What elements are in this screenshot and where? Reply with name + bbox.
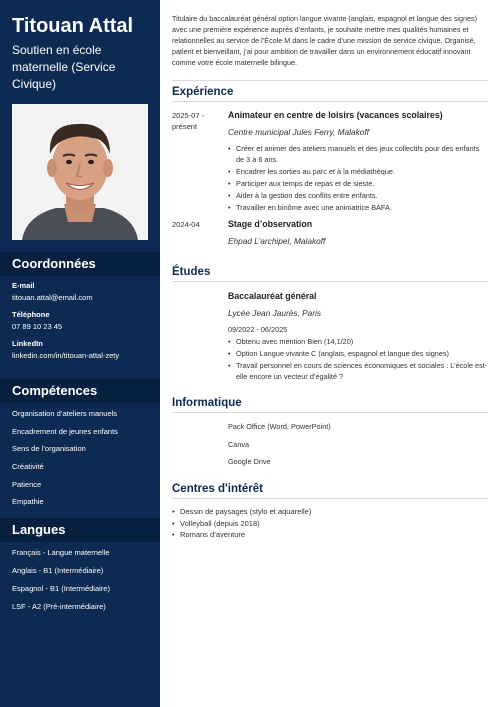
candidate-name: Titouan Attal bbox=[12, 15, 134, 37]
list-item: • Travail personnel en cours de sciences économiques et sociales : L’école est-elle encore un vecteur d’égalité ? bbox=[228, 360, 488, 382]
education-heading: Études bbox=[172, 266, 488, 282]
list-item: • Participer aux temps de repas et de sieste. bbox=[228, 178, 488, 189]
skills-heading: Compétences bbox=[0, 379, 160, 403]
interests-heading: Centres d'intérêt bbox=[172, 483, 488, 499]
divider bbox=[172, 80, 488, 81]
language-item: Anglais - B1 (Intermédiaire) bbox=[12, 566, 104, 575]
profile-photo bbox=[12, 104, 148, 240]
computing-item: Canva bbox=[228, 440, 250, 449]
job-employer: Ehpad L’archipel, Malakoff bbox=[228, 236, 326, 246]
skill-item: Patience bbox=[12, 480, 42, 489]
list-item: • Encadrer les sorties au parc et à la médiathèque. bbox=[228, 166, 488, 177]
degree-title: Baccalauréat général bbox=[228, 291, 317, 301]
skill-item: Créativité bbox=[12, 462, 44, 471]
email-label: E-mail bbox=[12, 281, 35, 290]
computing-item: Google Drive bbox=[228, 457, 271, 466]
email-value[interactable]: titouan.attal@email.com bbox=[12, 293, 93, 302]
list-item: • Dessin de paysages (stylo et aquarelle) bbox=[172, 506, 472, 518]
computing-heading: Informatique bbox=[172, 397, 488, 413]
job-date: 2025-07 - présent bbox=[172, 111, 205, 131]
candidate-title: Soutien en école maternelle (Service Civique) bbox=[12, 43, 116, 91]
skill-item: Empathie bbox=[12, 497, 44, 506]
contact-heading: Coordonnées bbox=[0, 252, 160, 276]
job-employer: Centre municipal Jules Ferry, Malakoff bbox=[228, 127, 369, 137]
interests-list bbox=[172, 506, 472, 541]
sidebar bbox=[0, 0, 160, 707]
experience-heading: Expérience bbox=[172, 86, 488, 102]
list-item: • Aider à la gestion des conflits entre enfants. bbox=[228, 190, 488, 201]
main-content bbox=[160, 0, 500, 707]
portrait-image bbox=[12, 104, 148, 240]
list-item: • Obtenu avec mention Bien (14,1/20) bbox=[228, 336, 488, 347]
list-item: • Option Langue vivante C (anglais, espagnol et langue des signes) bbox=[228, 348, 488, 359]
linkedin-value[interactable]: linkedin.com/in/titouan-attal-zety bbox=[12, 351, 120, 360]
education-bullets bbox=[228, 336, 488, 383]
skill-item: Sens de l’organisation bbox=[12, 444, 86, 453]
linkedin-label: LinkedIn bbox=[12, 339, 43, 348]
phone-value[interactable]: 07 89 10 23 45 bbox=[12, 322, 63, 331]
list-item: • Travailler en binôme avec une animatrice BAFA. bbox=[228, 202, 488, 213]
phone-label: Téléphone bbox=[12, 310, 50, 319]
list-item: • Volleyball (depuis 2018) bbox=[172, 518, 472, 530]
job-title: Animateur en centre de loisirs (vacances scolaires) bbox=[228, 110, 443, 120]
school-name: Lycée Jean Jaurès, Paris bbox=[228, 308, 322, 318]
job-date: 2024-04 bbox=[172, 220, 200, 229]
languages-heading: Langues bbox=[0, 518, 160, 542]
language-item: LSF - A2 (Pré-intermédiaire) bbox=[12, 602, 106, 611]
skill-item: Organisation d’ateliers manuels bbox=[12, 409, 118, 418]
job-bullets bbox=[228, 143, 488, 214]
profile-summary: Titulaire du baccalauréat général option langue vivante (anglais, espagnol et langue des signes) avec une première expérience auprès d’enfants, je souhaite mettre mes qualités humaines et relationnelles au service de l’École M dans le cadre d’une mission de service civique. Organisé, patient et bienveillant, j’ai pour ambition de travailler dans un environnement éducatif innovant comme votre école maternelle bilingue. bbox=[172, 14, 478, 67]
list-item: • Créer et animer des ateliers manuels et des jeux collectifs pour des enfants de 3 à 6 ans. bbox=[228, 143, 488, 165]
job-title: Stage d’observation bbox=[228, 219, 313, 229]
education-dates: 09/2022 - 06/2025 bbox=[228, 325, 288, 334]
skill-item: Encadrement de jeunes enfants bbox=[12, 427, 118, 436]
language-item: Espagnol - B1 (Intermédiaire) bbox=[12, 584, 110, 593]
computing-item: Pack Office (Word, PowerPoint) bbox=[228, 422, 331, 431]
list-item: • Romans d’aventure bbox=[172, 529, 472, 541]
language-item: Français - Langue maternelle bbox=[12, 548, 110, 557]
